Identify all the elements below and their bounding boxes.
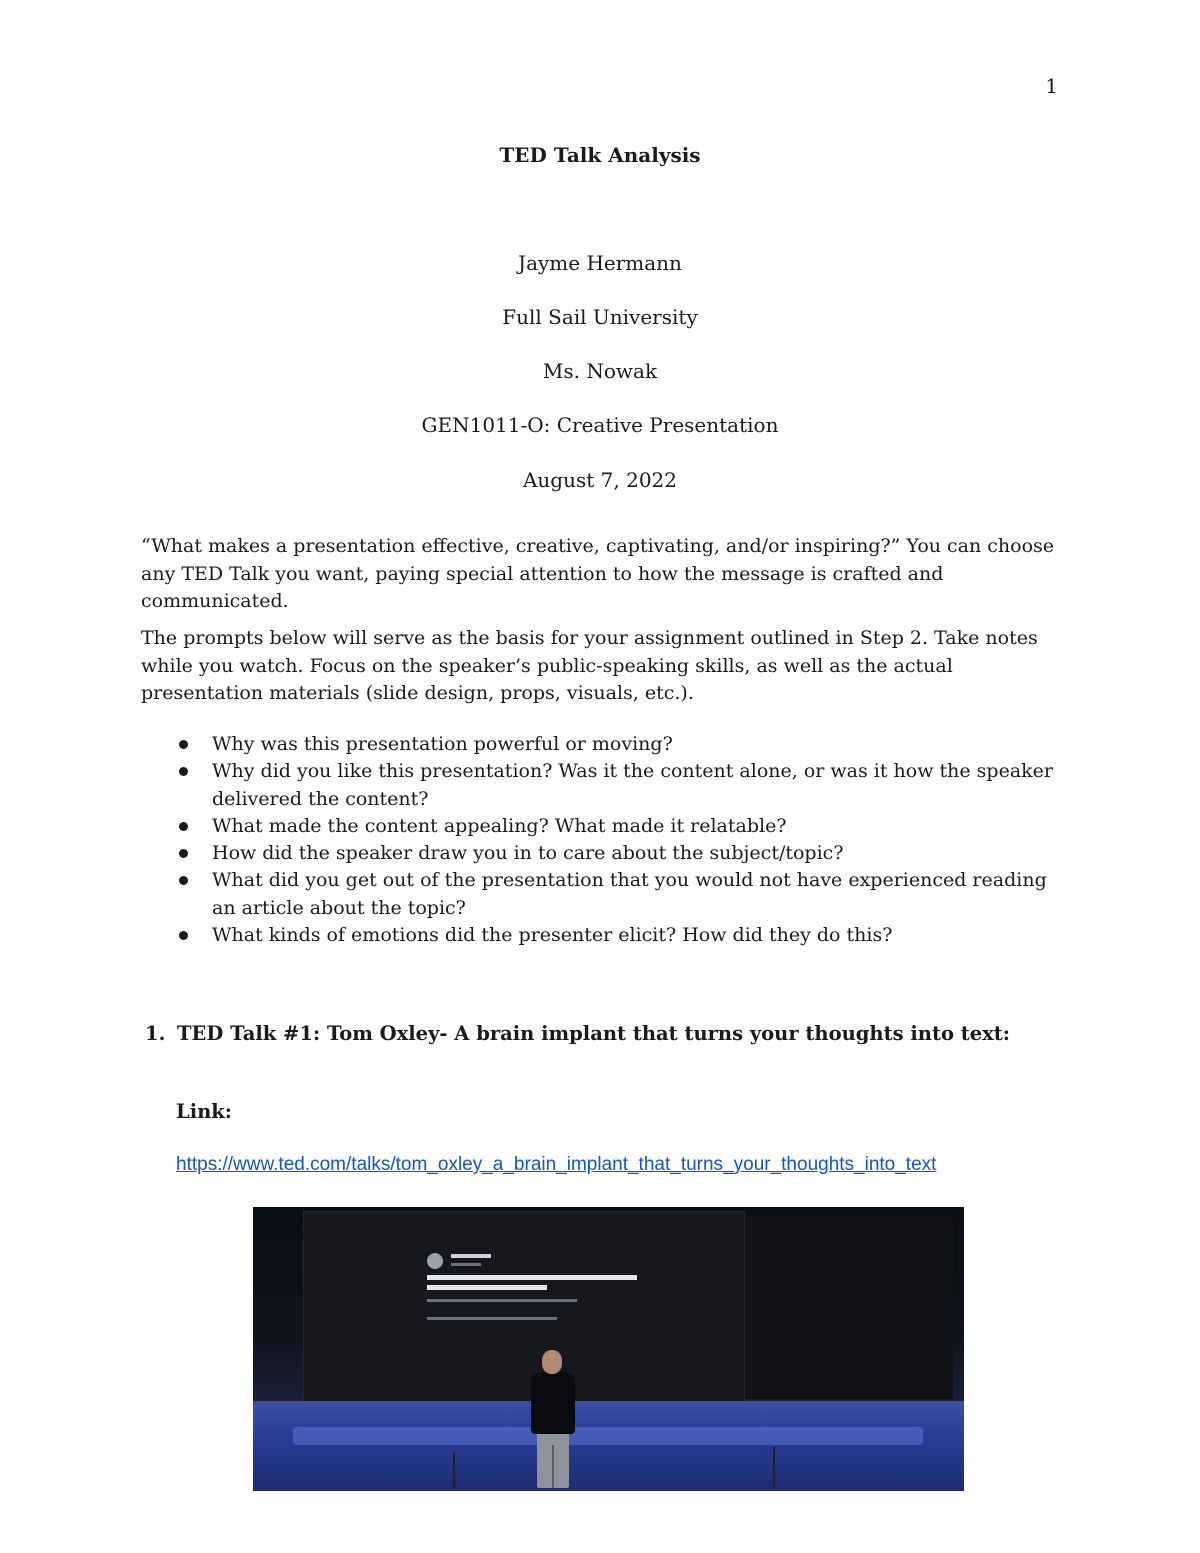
page-number: 1 <box>1045 74 1058 98</box>
presentation-screen <box>303 1211 745 1403</box>
stage-light <box>293 1427 923 1445</box>
talk-number: 1. <box>145 1022 166 1045</box>
prompts-paragraph: The prompts below will serve as the basis for your assignment outlined in Step 2. Take notes while you watch. Focus on the speaker’s public-speaking skills, as well as the actual presentation materials (slide design, props, visuals, etc.). <box>141 627 1038 704</box>
prompt-text: What did you get out of the presentation that you would not have experienced reading an article about the topic? <box>212 869 1047 919</box>
talk-heading <box>145 1022 1105 1045</box>
bullet-icon <box>179 822 188 831</box>
speaker-leg-gap <box>552 1445 554 1488</box>
stage-floor <box>253 1401 964 1491</box>
stage-backdrop <box>723 1215 953 1399</box>
document-date: August 7, 2022 <box>522 468 677 492</box>
institution-name: Full Sail University <box>502 305 698 329</box>
talk-title: TED Talk #1: Tom Oxley- A brain implant that turns your thoughts into text: <box>177 1022 1011 1045</box>
stage-stand <box>773 1447 775 1487</box>
tweet-meta-line <box>427 1317 557 1320</box>
list-item <box>141 731 1071 758</box>
bullet-icon <box>179 767 188 776</box>
tweet-name-bar <box>451 1254 491 1258</box>
bullet-icon <box>179 849 188 858</box>
list-item <box>141 840 1071 867</box>
prompt-text: How did the speaker draw you in to care about the subject/topic? <box>212 842 844 865</box>
tweet-meta-line <box>427 1299 577 1302</box>
list-item <box>141 867 1071 922</box>
prompt-list <box>141 731 1071 949</box>
list-item <box>141 813 1071 840</box>
ted-talk-photo <box>253 1207 964 1491</box>
stage-stand <box>453 1452 455 1488</box>
prompt-text: Why did you like this presentation? Was it the content alone, or was it how the speaker delivered the content? <box>212 760 1053 810</box>
prompt-text: What made the content appealing? What made it relatable? <box>212 814 787 837</box>
link-label: Link: <box>176 1100 233 1123</box>
list-item <box>141 758 1071 813</box>
list-item <box>141 922 1071 949</box>
speaker-head <box>542 1350 562 1374</box>
prompt-text: Why was this presentation powerful or moving? <box>212 733 673 755</box>
tweet-handle-bar <box>451 1263 481 1266</box>
tweet-text-line <box>427 1275 637 1280</box>
bullet-icon <box>179 931 188 940</box>
instructor-name: Ms. Nowak <box>542 359 658 383</box>
bullet-icon <box>179 876 188 885</box>
document-title: TED Talk Analysis <box>499 143 701 167</box>
course-name: GEN1011-O: Creative Presentation <box>421 413 779 437</box>
author-name: Jayme Hermann <box>518 251 682 275</box>
bullet-icon <box>179 740 188 749</box>
talk-link[interactable]: https://www.ted.com/talks/tom_oxley_a_brain_implant_that_turns_your_thoughts_into_text <box>176 1154 937 1175</box>
prompt-text: What kinds of emotions did the presenter elicit? How did they do this? <box>212 924 893 947</box>
tweet-text-line <box>427 1285 547 1290</box>
speaker-torso <box>531 1372 575 1434</box>
intro-paragraph: “What makes a presentation effective, creative, captivating, and/or inspiring?” You can choose any TED Talk you want, paying special attention to how the message is crafted and communicated. <box>141 535 1055 612</box>
tweet-avatar-icon <box>427 1253 443 1269</box>
